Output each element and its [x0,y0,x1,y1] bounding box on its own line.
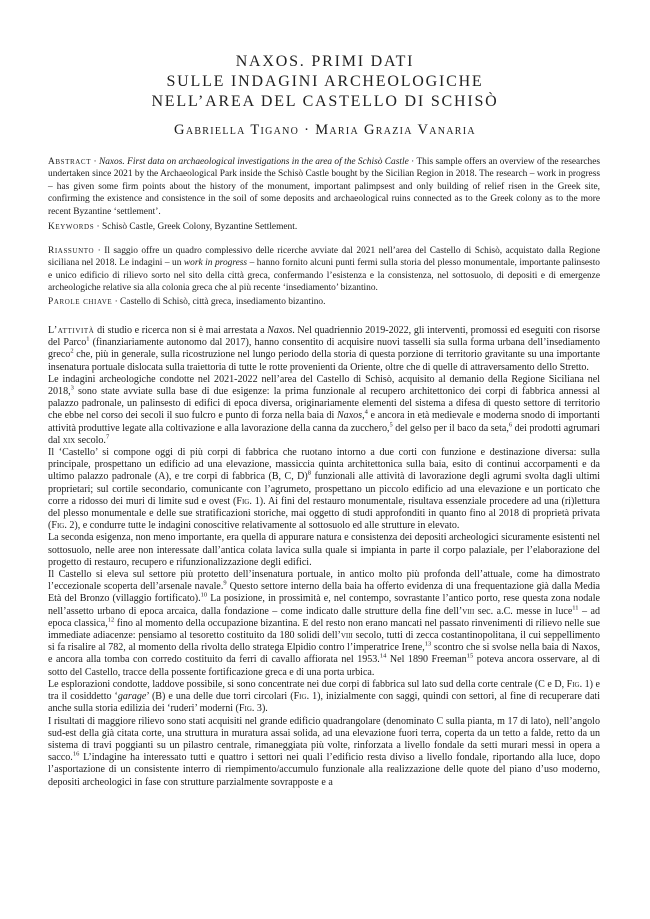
author-name: Maria Grazia Vanaria [315,122,476,138]
riassunto-text-2: – hanno fornito alcuni punti fermi sulla storia del plesso monumentale, importante palinsesto e unico edificio di rilievo sorto nel sito della città greca, confermando l’esistenza e la consistenza, nel sottosuolo, di depositi e di emergenze archeologiche relative sia alla colonia greca che al più recente ‘insediamento’ bizantino. [48,258,600,294]
keywords-text: · Schisò Castle, Greek Colony, Byzantine Settlement. [94,222,298,232]
text-run-italic: Naxos [336,410,363,422]
footnote-ref: 15 [466,653,474,661]
paragraph [48,325,600,374]
figure-ref: Fig. 1 [566,678,590,690]
paragraph [48,679,600,716]
text-run: scontro che si svolse nella baia di Naxos, e ancora alla tomba con corredo costituito da ferri di cavallo affiorata nel 1953. [48,642,601,666]
footnote-ref: 14 [379,653,387,661]
text-run: ). [261,703,268,715]
riassunto-italic: work in progress [183,258,248,269]
text-run: . Nel quadriennio 2019-2022, gli interventi, promossi ed eseguiti con risorse del Parco [48,325,600,349]
text-run: Le indagini archeologiche condotte nel 2021-2022 nell’area del Castello di Schisò, acquisito al demanio della Regione Siciliana nel 2018, [48,373,600,398]
footnote-ref: 4 [364,409,368,417]
text-run: Le esplorazioni condotte, laddove possibile, si sono concentrate nei due corpi di fabbrica sul lato sud della corte centrale (C e D, [48,678,567,690]
text-run: e ancora in età medievale e moderna snodo di importanti attività produttive legate alla coltivazione e alla lavorazione della canna da zucchero, [48,410,601,434]
figure-ref: Fig. 2 [51,520,75,532]
abstract-sep: · [91,157,99,167]
text-run: secolo, tutti di zecca costantinopolitana, il cui seppellimento si fa risalire al 782, al momento della rivolta dello stratega Elpidio contro l’imperatrice Irene, [48,630,601,654]
text-run: Il ‘Castello’ si compone oggi di più corpi di fabbrica che ruotano intorno a due corti con funzione e destinazione diversa: sulla principale, prospettano un edificio ad una elevazione, massiccia quinta architettonica sulla baia, esito di continui accorpamenti e da ultimo palazzo padronale (A), e tre corpi di fabbrica (B, C, D) [48,447,600,483]
text-run: sec. a.C. messe in luce [474,605,573,617]
parole-label: Parole chiave [48,297,113,307]
footnote-ref: 1 [86,335,90,343]
abstract-english-title: Naxos. First data on archaeological investigations in the area of the Schisò Castle [98,157,409,167]
riassunto-text: · Il saggio offre un quadro complessivo delle ricerche avviate dal 2021 nell’area del Castello di Schisò, acquistato dalla Regione siciliana nel 2018. Le indagini – un [48,246,600,269]
footnote-ref: 11 [572,604,579,612]
text-run: del gelso per il baco da seta, [392,422,509,434]
text-run-italic: Naxos [267,325,293,336]
text-run: ) e tra il cosiddetto ‘ [48,678,600,703]
article-title [0,52,650,112]
footnote-ref: 2 [70,348,74,356]
text-run: (finanziariamente autonomo dal 2017), hanno consentito di acquisire nuovi tasselli sia sulla forma urbana dell’insediamento greco [48,337,600,361]
footnote-ref: 9 [223,579,227,587]
text-run: – ad epoca classica, [48,605,601,629]
text-run: ). Ai fini del restauro monumentale, risultava essenziale procedere ad una (ri)lettura del plesso monumentale e delle sue stratificazioni storiche, mai oggetto di studi approfonditi in quanto fino al 2018 di proprietà privata ( [48,495,600,532]
keywords [48,221,600,233]
footnote-ref: 6 [508,421,513,429]
text-run: L’indagine ha interessato tutti e quattro i settori nei quali l’edificio resta diviso a livello fondale, riportando alla luce, dopo l’asportazione di un consistente interro di riempimento/accumulo funzionale alla realizzazione delle quote del piano d’uso moderno, depositi archeologici in fase con strutture parzialmente sovrapposte e a [48,752,600,788]
title-line-2: SULLE INDAGINI ARCHEOLOGICHE [166,73,484,90]
text-run: sono state avviate sulla base di due esigenze: la prima funzionale al recupero architettonico dei corpi di fabbrica annessi al palazzo padronale, un palinsesto di edifici di epoca diversa, originariamente elementi del sistema a difesa di questo settore di territorio che ebbe nel corso dei secoli il suo fulcro e punto di forza nella baia di [48,386,600,422]
footnote-ref: 8 [307,470,312,478]
riassunto [48,245,600,295]
author-name: Gabriella Tigano [174,122,300,138]
footnote-ref: 16 [72,750,80,758]
footnote-ref: 10 [200,592,208,600]
text-run-smallcaps: viii [462,605,475,617]
text-run-italic: garage [117,691,147,703]
author-separator: · [304,122,311,138]
footnote-ref: 12 [107,616,115,624]
text-run: Questo settore interno della baia ha offerto evidenza di una frequentazione già dalla Media Età del Bronzo (villaggio fortificato). [48,581,600,605]
text-run: ), e condurre tutte le indagini conoscitive relativamente al sottosuolo ed alle strutture in elevato. [74,520,460,532]
abstract [48,156,600,218]
body-text [48,325,600,789]
lead-in: L’attività [48,325,95,336]
text-run: Il Castello si eleva sul settore più protetto dell’insenatura portuale, in antico molto più profonda dell’attuale, come ha dimostrato l’eccezionale scoperta dell’arsenale navale. [48,569,600,593]
text-run: La posizione, in prossimità e, nel contempo, sovrastante l’antico porto, rese questa zona nodale nell’assetto urbano di epoca arcaica, dalla fondazione – come indicato dalle strutture della fine dell’ [48,593,601,617]
text-run: ), inizialmente con saggi, quindi con settori, al fine di recuperare dati anche sulla storia edilizia dei ‘ruderi’ moderni ( [48,691,600,715]
footnote-ref: 13 [424,640,432,648]
keywords-label: Keywords [48,222,95,232]
authors-line [0,122,650,139]
text-run: Nel 1890 Freeman [386,654,467,666]
text-run-smallcaps: viii [340,630,353,642]
figure-ref: Fig. 3 [238,703,262,715]
text-run: che, più in generale, sulla ricostruzione nel lungo periodo della storia di questa porzione di territorio gravitante su una importante insenatura portuale dislocata sulla traiettoria di tutte le rotte provenienti da Oriente, oltre che di quelle di attraversamento dello Stretto. [48,349,600,373]
text-run: secolo. [75,434,106,446]
paragraph: La seconda esigenza, non meno importante, era quella di appurare natura e consistenza dei depositi archeologici sicuramente esistenti nel sottosuolo, nelle aree non interessate dall’antica colata lavica sulla quale si impianta in parte il corpo palaziale, per l’elaborazione del progetto di restauro, recupero e rifunzionalizzazione degli edifici. [48,532,600,568]
text-run: I risultati di maggiore rilievo sono stati acquisiti nel grande edificio quadrangolare (denominato C sulla pianta, m 17 di lato), nell’angolo sud-est della già citata corte, una struttura in muratura assai solida, ad una elevazione fuori terra, coperta da un tetto a falde, retto da un sistema di travi poggianti su un pilastro centrale, rimaneggiata più volte, rinforzata a livello fondale da setti murari messi in opera a sacco. [48,715,600,764]
figure-ref: Fig. 1 [236,495,260,507]
title-line-1: NAXOS. PRIMI DATI [235,53,415,70]
paragraph: Le indagini archeologiche condotte nel 2021-2022 nell’area del Castello di Schisò, acquisito al demanio della Regione Siciliana nel 2018,$^3$ sono state avviate sulla base di due esigenze: la prima funzionale al recupero architettonico dei corpi di fabbrica annessi al palazzo padronale, un palinsesto di edifici di epoca diversa, originariamente elementi del sistema a difesa di questo settore di territorio che ebbe nel corso dei secoli il suo fulcro e punto di forza nella baia di Naxos,$^4$ e ancora in età medievale e moderna snodo di importanti attività produttive legate alla coltivazione e alla lavorazione della canna da zucchero,$^5$ del gelso per il baco da seta,$^6$ dei prodotti agrumari dal xix secolo.$^7$ [48,373,601,446]
text-run: ’ (B) e una delle due torri circolari ( [146,691,294,703]
paragraph [48,447,600,532]
paragraph [48,569,600,679]
footnote-ref: 7 [105,433,110,441]
riassunto-label: Riassunto [48,246,95,256]
text-run: poteva ancora osservare, al di sotto del Castello, tracce della possente fortificazione greca e di una porta urbica. [48,654,601,678]
text-run: fino al momento della occupazione bizantina. E del resto non erano mancati nel passato rinvenimenti di rilievo nelle sue immediate adiacenze: pensiamo al tesoretto costituito da 180 solidi dell’ [48,617,600,642]
title-line-3: NELL’AREA DEL CASTELLO DI SCHISÒ [151,93,499,110]
parole-text: · Castello di Schisò, città greca, insediamento bizantino. [112,297,326,307]
paragraph [48,716,600,789]
text-run: dei prodotti agrumari dal [48,422,600,446]
text-run: funzionali alle attività di lavorazione degli agrumi svolta dagli ultimi proprietari; sul cortile secondario, comunicante con l’agrumeto, prospettano un piccolo edificio ad una elevazione e un porticato che corre a ridosso dei muri di limite sud e ovest ( [48,471,600,507]
text-run: di studio e ricerca non si è mai arrestata a [94,325,268,336]
footnote-ref: 5 [389,421,393,429]
figure-ref: Fig. 1 [293,691,318,703]
text-run-smallcaps: xix [62,434,76,446]
abstract-label: Abstract [48,157,92,167]
footnote-ref: 3 [70,384,74,392]
abstract-text: · This sample offers an overview of the researches undertaken since 2021 by the Archaeological Park inside the Schisò Castle bought by the Sicilian Region in 2018. The research – work in progress – has given some firm points about the history of the monument, important palimpsest and only building of relief risen in the Greek site, confirming the existence and consistence in the soil of some deposits and archaeological ruins connected as to the Greek colony as to the more recent Byzantine ‘settlement’. [48,157,601,217]
parole-chiave [48,296,600,308]
